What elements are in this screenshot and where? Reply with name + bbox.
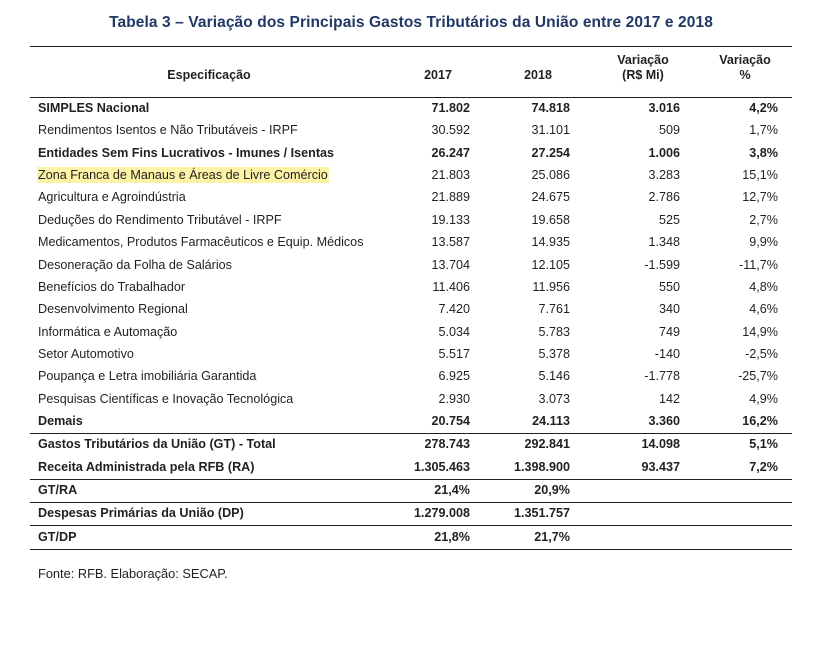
- cell-2017: 71.802: [431, 101, 470, 115]
- cell-2017: 6.925: [438, 369, 470, 384]
- column-header-2017: 2017: [388, 47, 488, 98]
- highlight-mark: Zona Franca de Manaus e Áreas de Livre Comércio: [38, 168, 328, 183]
- table-header: [30, 47, 792, 98]
- cell-2018: 1.351.757: [488, 502, 588, 525]
- cell-variacao-valor: 525: [658, 212, 680, 227]
- table-row: [30, 411, 792, 434]
- cell-especificacao: Desenvolvimento Regional: [38, 302, 188, 317]
- cell-2017: 26.247: [431, 145, 470, 160]
- cell-2018: 31.101: [531, 123, 570, 138]
- column-header-variacao-percentual: [698, 47, 792, 98]
- table-header-row: [30, 47, 792, 98]
- cell-2018: 24.113: [532, 414, 570, 429]
- table-row: [30, 433, 792, 456]
- table-row: [30, 209, 792, 231]
- cell-variacao-percentual: [698, 526, 792, 549]
- cell-2017: 21.889: [431, 190, 470, 205]
- cell-variacao-valor: [588, 502, 698, 525]
- table-body: [30, 97, 792, 433]
- cell-especificacao: Receita Administrada pela RFB (RA): [38, 459, 255, 474]
- cell-variacao-percentual: 14,9%: [742, 324, 778, 339]
- table-row: [30, 97, 792, 120]
- cell-2017: 21,8%: [388, 526, 488, 549]
- cell-variacao-valor: 142: [658, 391, 680, 406]
- cell-variacao-percentual: 5,1%: [698, 433, 792, 456]
- cell-2017: 2.930: [438, 391, 470, 406]
- cell-especificacao: Poupança e Letra imobiliária Garantida: [38, 369, 257, 384]
- cell-2018: 3.073: [538, 391, 570, 406]
- cell-2017: 7.420: [438, 302, 470, 317]
- cell-2018: 5.378: [538, 346, 570, 361]
- cell-variacao-percentual: 3,8%: [749, 145, 778, 160]
- cell-variacao-percentual: 15,1%: [742, 168, 778, 183]
- cell-2018: 7.761: [538, 302, 570, 317]
- column-header-variacao-valor-line2: (R$ Mi): [622, 67, 664, 82]
- table-row: [30, 254, 792, 276]
- cell-variacao-percentual: -11,7%: [739, 257, 778, 272]
- cell-variacao-percentual: 9,9%: [749, 235, 778, 250]
- column-header-variacao-valor: [588, 47, 698, 98]
- cell-2017: 5.517: [438, 346, 470, 361]
- cell-especificacao: [30, 165, 388, 187]
- cell-variacao-valor: 1.006: [648, 145, 680, 160]
- cell-2017: 5.034: [438, 324, 470, 339]
- cell-especificacao: Deduções do Rendimento Tributável - IRPF: [38, 212, 282, 227]
- cell-variacao-percentual: 16,2%: [742, 414, 778, 429]
- table-row: [30, 343, 792, 365]
- cell-variacao-percentual: 4,8%: [749, 279, 778, 294]
- cell-especificacao: Pesquisas Científicas e Inovação Tecnológica: [38, 391, 294, 406]
- cell-variacao-valor: [588, 526, 698, 549]
- cell-variacao-percentual: 2,7%: [749, 212, 778, 227]
- gastos-tributarios-table: [30, 46, 792, 550]
- table-row: [30, 299, 792, 321]
- column-header-especificacao: Especificação: [30, 47, 388, 98]
- column-header-variacao-valor-line1: Variação: [617, 53, 669, 67]
- cell-variacao-valor: -1.778: [644, 369, 680, 384]
- column-header-variacao-percentual-line1: Variação: [719, 53, 771, 67]
- cell-variacao-percentual: [698, 479, 792, 502]
- table-source-note: Fonte: RFB. Elaboração: SECAP.: [38, 565, 228, 581]
- cell-2018: 292.841: [488, 433, 588, 456]
- table-row: [30, 321, 792, 343]
- cell-variacao-valor: 509: [658, 123, 680, 138]
- cell-2018: 20,9%: [488, 479, 588, 502]
- table-row: [30, 120, 792, 142]
- cell-variacao-valor: 14.098: [588, 433, 698, 456]
- cell-especificacao: Despesas Primárias da União (DP): [30, 502, 388, 525]
- cell-especificacao: Agricultura e Agroindústria: [38, 190, 186, 205]
- cell-2018: 1.398.900: [513, 459, 570, 474]
- cell-variacao-valor: [588, 479, 698, 502]
- cell-especificacao: GT/RA: [30, 479, 388, 502]
- cell-variacao-valor: -1.599: [644, 257, 680, 272]
- table-row: [30, 388, 792, 410]
- cell-2018: 27.254: [531, 145, 570, 160]
- cell-especificacao: Benefícios do Trabalhador: [38, 279, 186, 294]
- cell-especificacao: Informática e Automação: [38, 324, 178, 339]
- cell-especificacao: Demais: [38, 414, 83, 429]
- cell-2018: 25.086: [531, 168, 570, 183]
- cell-2017: 21.803: [431, 168, 470, 183]
- cell-variacao-valor: -140: [654, 346, 680, 361]
- table-row: [30, 456, 792, 479]
- cell-variacao-valor: 3.283: [648, 168, 680, 183]
- cell-especificacao: Desoneração da Folha de Salários: [38, 257, 232, 272]
- cell-variacao-valor: 749: [658, 324, 680, 339]
- cell-variacao-percentual: 7,2%: [749, 459, 778, 474]
- cell-variacao-percentual: 4,6%: [749, 302, 778, 317]
- cell-variacao-valor: 2.786: [648, 190, 680, 205]
- table-row: [30, 276, 792, 298]
- cell-especificacao: Gastos Tributários da União (GT) - Total: [30, 433, 388, 456]
- table-title: Tabela 3 – Variação dos Principais Gastos Tributários da União entre 2017 e 2018: [109, 14, 713, 31]
- table-row: [30, 232, 792, 254]
- table-row: [30, 187, 792, 209]
- cell-2017: 19.133: [431, 212, 470, 227]
- cell-2018: 12.105: [531, 257, 570, 272]
- cell-variacao-valor: 3.016: [648, 101, 680, 115]
- cell-2017: 20.754: [431, 414, 470, 429]
- cell-variacao-valor: 550: [658, 279, 680, 294]
- cell-variacao-percentual: 12,7%: [742, 190, 778, 205]
- column-header-variacao-percentual-line2: %: [739, 67, 751, 82]
- cell-variacao-valor: 3.360: [648, 414, 680, 429]
- table-totals: [30, 433, 792, 549]
- cell-variacao-percentual: [698, 502, 792, 525]
- cell-2017: 278.743: [388, 433, 488, 456]
- cell-variacao-valor: 1.348: [648, 235, 680, 250]
- cell-2017: 13.587: [431, 235, 470, 250]
- table-row: [30, 502, 792, 525]
- cell-especificacao: GT/DP: [30, 526, 388, 549]
- cell-2018: 11.956: [532, 279, 570, 294]
- cell-variacao-percentual: -2,5%: [745, 346, 778, 361]
- cell-variacao-percentual: 4,2%: [749, 101, 778, 115]
- cell-2017: 11.406: [432, 279, 470, 294]
- cell-2018: 24.675: [531, 190, 570, 205]
- table-row: [30, 165, 792, 187]
- cell-2018: 19.658: [531, 212, 570, 227]
- cell-2018: 14.935: [531, 235, 570, 250]
- table-row: [30, 526, 792, 549]
- cell-2017: 1.279.008: [388, 502, 488, 525]
- cell-variacao-valor: 93.437: [641, 459, 680, 474]
- cell-2018: 5.146: [538, 369, 570, 384]
- cell-variacao-valor: 340: [658, 302, 680, 317]
- table-row: [30, 366, 792, 388]
- cell-especificacao: Entidades Sem Fins Lucrativos - Imunes / Isentas: [38, 145, 335, 160]
- cell-variacao-percentual: -25,7%: [738, 369, 778, 384]
- cell-2018: 21,7%: [488, 526, 588, 549]
- cell-2018: 5.783: [538, 324, 570, 339]
- cell-especificacao: SIMPLES Nacional: [38, 101, 150, 115]
- cell-variacao-percentual: 4,9%: [749, 391, 778, 406]
- cell-2017: 30.592: [431, 123, 470, 138]
- table-row: [30, 479, 792, 502]
- table-row: [30, 142, 792, 164]
- cell-2017: 1.305.463: [413, 459, 470, 474]
- cell-2017: 13.704: [431, 257, 470, 272]
- cell-especificacao: Medicamentos, Produtos Farmacêuticos e Equip. Médicos: [38, 235, 364, 250]
- cell-variacao-percentual: 1,7%: [749, 123, 778, 138]
- cell-especificacao: Setor Automotivo: [38, 346, 134, 361]
- cell-2017: 21,4%: [388, 479, 488, 502]
- cell-2018: 74.818: [531, 101, 570, 115]
- column-header-2018: 2018: [488, 47, 588, 98]
- cell-especificacao: Rendimentos Isentos e Não Tributáveis - IRPF: [38, 123, 298, 138]
